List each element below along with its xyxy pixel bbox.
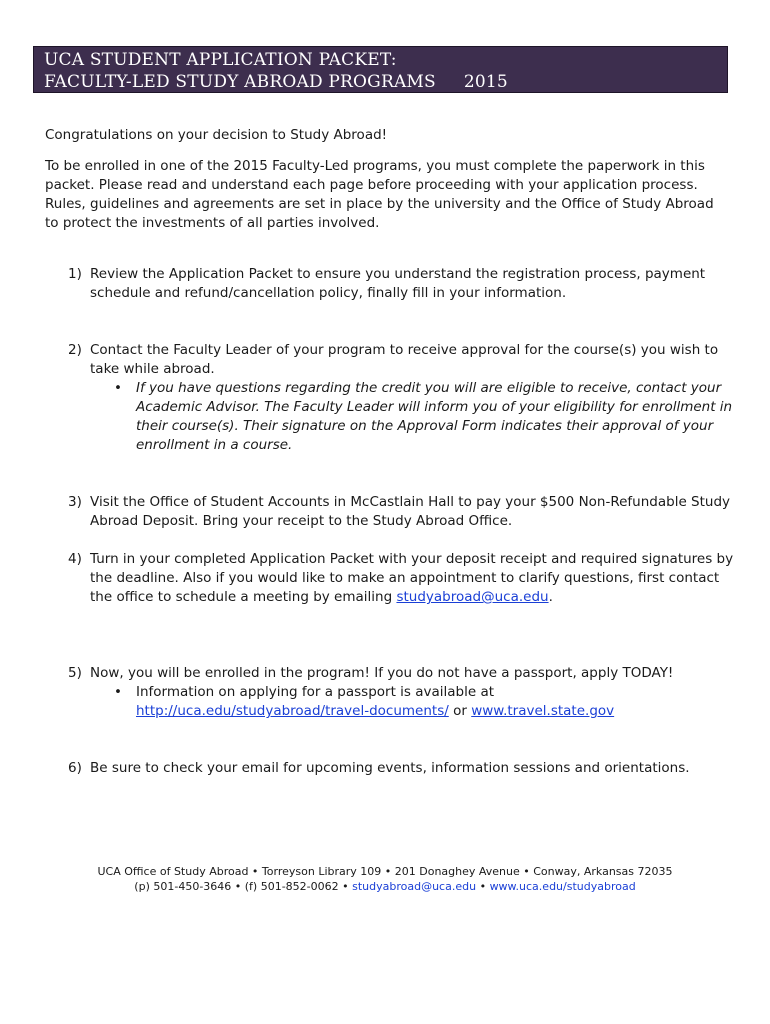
footer-email-link[interactable]: studyabroad@uca.edu bbox=[352, 880, 477, 893]
step-5 bbox=[45, 664, 735, 721]
step-5-bullet bbox=[114, 683, 735, 721]
step-text: Be sure to check your email for upcoming events, information sessions and orientations. bbox=[90, 760, 690, 776]
bullet-icon: • bbox=[114, 380, 122, 396]
footer-contact bbox=[0, 879, 770, 894]
congratulations-text: Congratulations on your decision to Study Abroad! bbox=[45, 127, 388, 143]
footer-separator: • bbox=[476, 880, 490, 893]
title-banner bbox=[33, 46, 728, 93]
step-text-end: . bbox=[548, 589, 553, 605]
step-text: Now, you will be enrolled in the program! If you do not have a passport, apply TODAY! bbox=[90, 665, 674, 681]
travel-state-link[interactable]: www.travel.state.gov bbox=[471, 703, 615, 719]
bullet-icon: • bbox=[114, 684, 122, 700]
step-4 bbox=[45, 550, 735, 607]
step-number: 6) bbox=[68, 760, 82, 776]
footer-address: UCA Office of Study Abroad • Torreyson Library 109 • 201 Donaghey Avenue • Conway, Arkansas 72035 bbox=[97, 865, 673, 878]
step-6 bbox=[45, 759, 735, 778]
step-text: Visit the Office of Student Accounts in McCastlain Hall to pay your $500 Non-Refundable Study Abroad Deposit. Bring your receipt to the Study Abroad Office. bbox=[90, 494, 731, 529]
step-1 bbox=[45, 265, 735, 303]
step-number: 1) bbox=[68, 266, 82, 282]
step-2-bullet bbox=[114, 379, 735, 455]
step-number: 2) bbox=[68, 342, 82, 358]
step-text: Review the Application Packet to ensure you understand the registration process, payment schedule and refund/cancellation policy, finally fill in your information. bbox=[90, 266, 706, 301]
title-line-1: UCA STUDENT APPLICATION PACKET: bbox=[44, 50, 397, 70]
step-3 bbox=[45, 493, 735, 531]
title-line-2: FACULTY-LED STUDY ABROAD PROGRAMS bbox=[44, 72, 436, 92]
footer-phone-fax: (p) 501-450-3646 • (f) 501-852-0062 • bbox=[134, 880, 353, 893]
or-text: or bbox=[448, 703, 472, 719]
step-text-container bbox=[90, 550, 735, 607]
bullet-text: Information on applying for a passport is available at bbox=[136, 684, 495, 700]
title-line-2-row bbox=[44, 71, 727, 93]
travel-documents-link[interactable]: http://uca.edu/studyabroad/travel-documents/ bbox=[136, 703, 449, 719]
bullet-text: If you have questions regarding the credit you will are eligible to receive, contact your Academic Advisor. The Faculty Leader will inform you of your eligibility for enrollment in their course(s). Their signature on the Approval Form indicates their approval of your enrollment in a course. bbox=[136, 380, 733, 453]
intro-paragraph: To be enrolled in one of the 2015 Faculty-Led programs, you must complete the paperwork in this packet. Please read and understand each page before proceeding with your application process. Rules, guidelines and agreements are set in place by the university and the Office of Study Abroad to protect the investments of all parties involved. bbox=[45, 158, 714, 231]
step-2 bbox=[45, 341, 735, 455]
step-number: 5) bbox=[68, 665, 82, 681]
step-number: 3) bbox=[68, 494, 82, 510]
title-year: 2015 bbox=[463, 72, 508, 92]
step-text: Contact the Faculty Leader of your program to receive approval for the course(s) you wish to take while abroad. bbox=[90, 342, 719, 377]
email-link[interactable]: studyabroad@uca.edu bbox=[396, 589, 549, 605]
step-text: Turn in your completed Application Packet with your deposit receipt and required signatures by the deadline. Also if you would like to make an appointment to clarify questions, first contact the office to schedule a meeting by emailing bbox=[90, 551, 734, 605]
footer-website-link[interactable]: www.uca.edu/studyabroad bbox=[489, 880, 636, 893]
step-number: 4) bbox=[68, 551, 82, 567]
footer bbox=[0, 864, 770, 894]
